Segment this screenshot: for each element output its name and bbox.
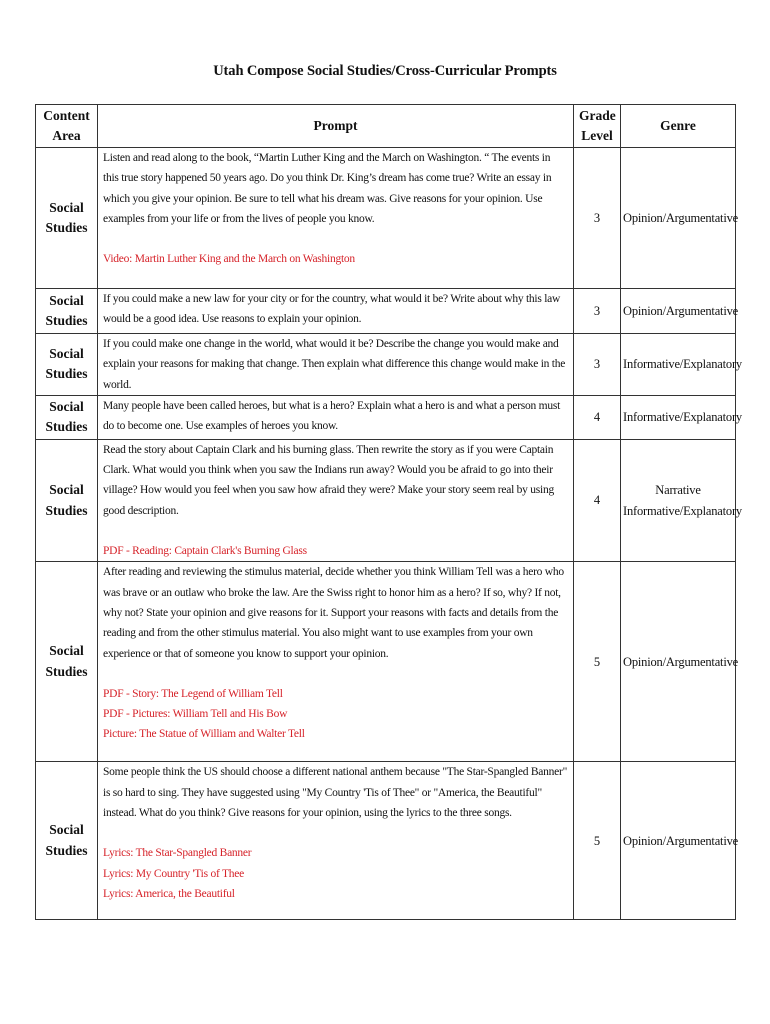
- prompt-text: If you could make a new law for your city or for the country, what would it be? Write about why this law would be a good idea. Use reasons to explain your opinion.: [103, 293, 561, 326]
- genre-cell: Informative/Explanatory: [621, 395, 736, 439]
- prompts-table: [35, 104, 742, 920]
- resource-link[interactable]: Video: Martin Luther King and the March on Washington: [103, 253, 355, 266]
- content-area-cell: Social Studies: [36, 562, 98, 762]
- table-row: [36, 334, 736, 396]
- genre-cell: Opinion/Argumentative: [621, 289, 736, 334]
- header-grade-level: Grade Level: [574, 105, 621, 148]
- prompt-text: After reading and reviewing the stimulus material, decide whether you think William Tell was a hero who was brave or an outlaw who broke the law. Are the Swiss right to honor him as a hero? If so, why? If not, why not? State your opinion and give reasons for it. Support your reasons with facts and details from the reading and from the other stimulus material. You also might want to use examples from your own experience or that of someone you know to support your opinion.: [103, 566, 564, 660]
- grade-cell: 5: [574, 562, 621, 762]
- table-row: [36, 439, 736, 561]
- content-area-cell: Social Studies: [36, 439, 98, 561]
- header-genre: Genre: [621, 105, 736, 148]
- prompt-cell: [98, 334, 574, 396]
- table-row: [36, 289, 736, 334]
- genre-cell: Opinion/Argumentative: [621, 762, 736, 920]
- resource-link[interactable]: PDF - Story: The Legend of William Tell: [103, 687, 283, 700]
- content-area-cell: Social Studies: [36, 395, 98, 439]
- genre-cell: Opinion/Argumentative: [621, 148, 736, 289]
- prompt-text: Some people think the US should choose a different national anthem because "The Star-Spangled Banner" is so hard to sing. They have suggested using "My Country 'Tis of Thee" or "America, the Beautiful" instead. What do you think? Give reasons for your opinion, using the lyrics to the three songs.: [103, 766, 568, 819]
- prompt-text: Read the story about Captain Clark and his burning glass. Then rewrite the story as if you were Captain Clark. What would you think when you saw the Indians run away? Would you be afraid to go into their village? How would you feel when you saw how afraid they were? Make your story seem real by using good description.: [103, 443, 554, 517]
- resource-link[interactable]: PDF - Pictures: William Tell and His Bow: [103, 708, 288, 721]
- header-row: [36, 105, 736, 148]
- page-title: Utah Compose Social Studies/Cross-Curricular Prompts: [213, 63, 557, 79]
- table-row: [36, 762, 736, 920]
- prompt-cell: [98, 289, 574, 334]
- table-row: [36, 395, 736, 439]
- prompt-cell: [98, 762, 574, 920]
- genre-cell: Informative/Explanatory: [621, 334, 736, 396]
- grade-cell: 3: [574, 334, 621, 396]
- grade-cell: 3: [574, 289, 621, 334]
- grade-cell: 3: [574, 148, 621, 289]
- resource-link[interactable]: Lyrics: America, the Beautiful: [103, 887, 235, 900]
- resource-link[interactable]: Lyrics: The Star-Spangled Banner: [103, 847, 252, 860]
- table-row: [36, 148, 736, 289]
- content-area-cell: Social Studies: [36, 289, 98, 334]
- resource-link[interactable]: Lyrics: My Country 'Tis of Thee: [103, 867, 244, 880]
- grade-cell: 4: [574, 439, 621, 561]
- prompt-cell: [98, 148, 574, 289]
- prompt-text: Listen and read along to the book, “Martin Luther King and the March on Washington. “ The events in this true story happened 50 years ago. Do you think Dr. King’s dream has come true? Write an essay in which you give your opinion. Be sure to tell what his dream was. Give reasons for your opinion. Use examples from your life or from the lives of people you know.: [103, 152, 552, 225]
- content-area-cell: Social Studies: [36, 334, 98, 396]
- content-area-cell: Social Studies: [36, 148, 98, 289]
- prompt-text: Many people have been called heroes, but what is a hero? Explain what a hero is and what a person must do to become one. Use examples of heroes you know.: [103, 399, 561, 433]
- table-row: [36, 562, 736, 762]
- genre-cell: Opinion/Argumentative: [621, 562, 736, 762]
- prompt-cell: [98, 439, 574, 561]
- content-area-cell: Social Studies: [36, 762, 98, 920]
- grade-cell: 5: [574, 762, 621, 920]
- header-content-area: Content Area: [36, 105, 98, 148]
- prompt-text: If you could make one change in the world, what would it be? Describe the change you would make and explain your reasons for making that change. Then explain what difference this change would make in the world.: [103, 338, 566, 391]
- prompt-cell: [98, 395, 574, 439]
- genre-cell: Narrative Informative/Explanatory: [621, 439, 736, 561]
- header-prompt: Prompt: [98, 105, 574, 148]
- resource-link[interactable]: PDF - Reading: Captain Clark's Burning Glass: [103, 545, 307, 558]
- grade-cell: 4: [574, 395, 621, 439]
- resource-link[interactable]: Picture: The Statue of William and Walter Tell: [103, 728, 305, 741]
- prompt-cell: [98, 562, 574, 762]
